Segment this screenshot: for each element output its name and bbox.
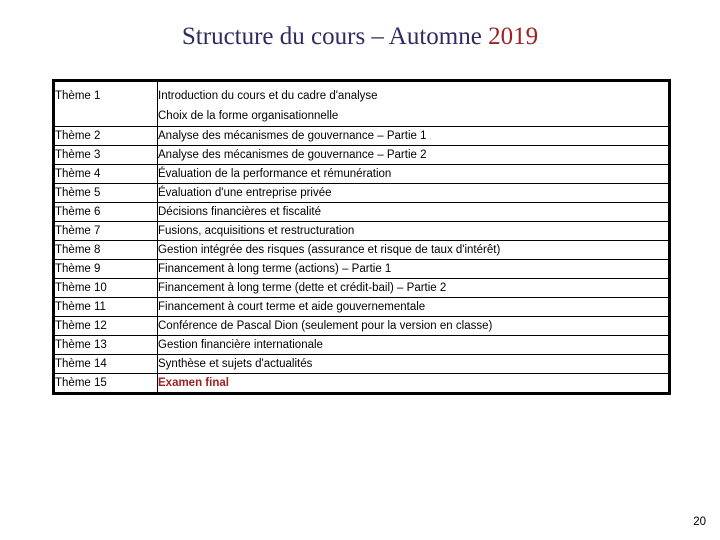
table-cell-description-line: Analyse des mécanismes de gouvernance – Partie 1 xyxy=(158,129,427,142)
table-cell-theme: Thème 3 xyxy=(54,146,158,165)
table-row xyxy=(54,165,670,184)
table-row xyxy=(54,127,670,146)
table-cell-description-line: Synthèse et sujets d'actualités xyxy=(158,357,313,370)
page-title xyxy=(0,22,720,52)
page-title-main: Structure du cours – Automne xyxy=(181,23,489,50)
table-cell-description-line: Gestion financière internationale xyxy=(158,338,323,351)
table-cell-description xyxy=(158,81,670,127)
table-cell-description xyxy=(158,260,670,279)
table-cell-theme: Thème 9 xyxy=(54,260,158,279)
table-cell-description xyxy=(158,127,670,146)
table-cell-theme: Thème 8 xyxy=(54,241,158,260)
table-cell-theme: Thème 1 xyxy=(54,81,158,127)
table-row xyxy=(54,203,670,222)
table-cell-theme: Thème 5 xyxy=(54,184,158,203)
table-cell-description xyxy=(158,336,670,355)
table-row xyxy=(54,260,670,279)
table-row xyxy=(54,222,670,241)
table-cell-theme: Thème 13 xyxy=(54,336,158,355)
table-cell-description xyxy=(158,317,670,336)
table-cell-description xyxy=(158,279,670,298)
table-cell-theme: Thème 7 xyxy=(54,222,158,241)
table-cell-theme: Thème 10 xyxy=(54,279,158,298)
table-cell-description xyxy=(158,355,670,374)
course-structure-table-body xyxy=(54,81,670,394)
table-cell-description xyxy=(158,241,670,260)
table-row xyxy=(54,279,670,298)
table-row xyxy=(54,355,670,374)
page-title-year: 2019 xyxy=(488,23,539,50)
table-cell-description xyxy=(158,298,670,317)
table-row xyxy=(54,336,670,355)
table-cell-description-line: Fusions, acquisitions et restructuration xyxy=(158,224,355,237)
table-cell-theme: Thème 2 xyxy=(54,127,158,146)
table-cell-description xyxy=(158,146,670,165)
table-cell-description-line: Conférence de Pascal Dion (seulement pour la version en classe) xyxy=(158,319,493,332)
table-row xyxy=(54,374,670,394)
table-cell-description xyxy=(158,203,670,222)
table-cell-description-line: Financement à court terme et aide gouvernementale xyxy=(158,300,426,313)
table-cell-description-line: Évaluation d'une entreprise privée xyxy=(158,186,332,199)
course-structure-table xyxy=(52,79,671,395)
table-cell-theme: Thème 6 xyxy=(54,203,158,222)
table-cell-description xyxy=(158,165,670,184)
table-cell-theme: Thème 4 xyxy=(54,165,158,184)
table-cell-description-line: Choix de la forme organisationnelle xyxy=(158,110,339,122)
table-cell-description xyxy=(158,184,670,203)
table-row xyxy=(54,241,670,260)
table-cell-description-line: Introduction du cours et du cadre d'analyse xyxy=(158,90,378,102)
table-cell-description xyxy=(158,222,670,241)
table-cell-description-line: Financement à long terme (actions) – Partie 1 xyxy=(158,262,392,275)
table-cell-theme: Thème 15 xyxy=(54,374,158,394)
table-row xyxy=(54,146,670,165)
table-cell-description xyxy=(158,374,670,394)
table-row xyxy=(54,298,670,317)
table-row xyxy=(54,81,670,127)
table-row xyxy=(54,317,670,336)
table-row xyxy=(54,184,670,203)
table-cell-description-line: Évaluation de la performance et rémunération xyxy=(158,167,392,180)
table-cell-theme: Thème 14 xyxy=(54,355,158,374)
table-cell-description-line: Financement à long terme (dette et crédit-bail) – Partie 2 xyxy=(158,281,447,294)
table-cell-theme: Thème 11 xyxy=(54,298,158,317)
page-number: 20 xyxy=(693,516,706,528)
table-cell-description-line: Décisions financières et fiscalité xyxy=(158,205,321,218)
table-cell-description-line: Analyse des mécanismes de gouvernance – Partie 2 xyxy=(158,148,427,161)
table-cell-description-line: Examen final xyxy=(158,376,229,389)
table-cell-theme: Thème 12 xyxy=(54,317,158,336)
table-cell-description-line: Gestion intégrée des risques (assurance et risque de taux d'intérêt) xyxy=(158,243,501,256)
